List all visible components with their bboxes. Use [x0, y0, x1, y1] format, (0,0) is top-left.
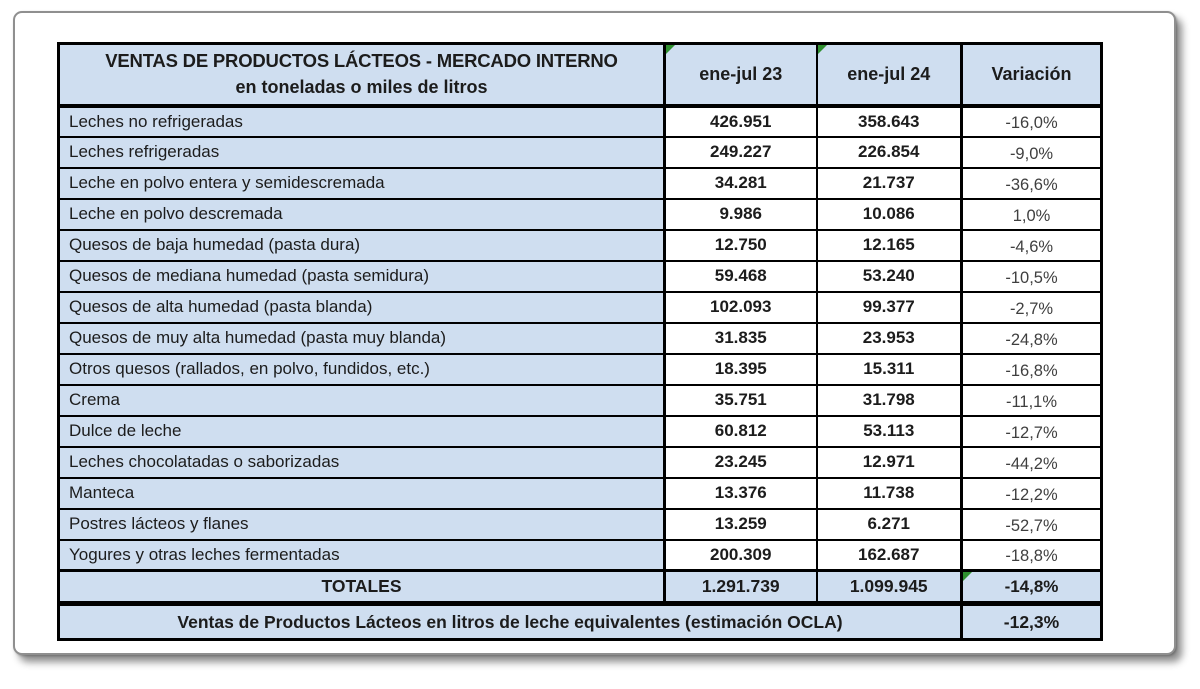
value-ene-jul-24-cell: 12.165: [817, 230, 962, 261]
variation-cell: -36,6%: [962, 168, 1102, 199]
cell-corner-flag-icon: [963, 572, 972, 581]
totals-variation-value: -14,8%: [1004, 576, 1059, 596]
product-name-cell: Leche en polvo descremada: [59, 199, 665, 230]
equivalent-litres-variation-cell: -12,3%: [962, 604, 1102, 640]
product-row: [59, 416, 1102, 447]
column-header-label: Variación: [991, 63, 1072, 84]
variation-cell: -24,8%: [962, 323, 1102, 354]
value-ene-jul-23-cell: 13.376: [665, 478, 817, 509]
product-row: [59, 137, 1102, 168]
value-ene-jul-24-cell: 31.798: [817, 385, 962, 416]
value-ene-jul-24-cell: 53.113: [817, 416, 962, 447]
value-ene-jul-24-cell: 21.737: [817, 168, 962, 199]
variation-cell: -44,2%: [962, 447, 1102, 478]
product-name-cell: Postres lácteos y flanes: [59, 509, 665, 540]
value-ene-jul-23-cell: 34.281: [665, 168, 817, 199]
variation-cell: -16,0%: [962, 106, 1102, 137]
value-ene-jul-24-cell: 12.971: [817, 447, 962, 478]
equivalent-litres-row: [59, 604, 1102, 640]
column-header-label: ene-jul 23: [699, 63, 783, 84]
product-row: [59, 230, 1102, 261]
product-row: [59, 385, 1102, 416]
value-ene-jul-23-cell: 13.259: [665, 509, 817, 540]
value-ene-jul-23-cell: 60.812: [665, 416, 817, 447]
equivalent-litres-label-cell: Ventas de Productos Lácteos en litros de leche equivalentes (estimación OCLA): [59, 604, 962, 640]
variation-cell: -11,1%: [962, 385, 1102, 416]
product-name-cell: Leches no refrigeradas: [59, 106, 665, 137]
variation-cell: 1,0%: [962, 199, 1102, 230]
product-row: [59, 354, 1102, 385]
cell-corner-flag-icon: [818, 45, 827, 54]
table-title-line1: VENTAS DE PRODUCTOS LÁCTEOS - MERCADO INTERNO: [105, 50, 618, 72]
column-header-label: ene-jul 24: [847, 63, 931, 84]
column-header-ene-jul-23: [665, 44, 817, 106]
value-ene-jul-24-cell: 99.377: [817, 292, 962, 323]
column-header-ene-jul-24: [817, 44, 962, 106]
value-ene-jul-24-cell: 53.240: [817, 261, 962, 292]
value-ene-jul-23-cell: 59.468: [665, 261, 817, 292]
product-row: [59, 447, 1102, 478]
value-ene-jul-23-cell: 9.986: [665, 199, 817, 230]
product-row: [59, 292, 1102, 323]
value-ene-jul-24-cell: 226.854: [817, 137, 962, 168]
variation-cell: -52,7%: [962, 509, 1102, 540]
variation-cell: -9,0%: [962, 137, 1102, 168]
product-row: [59, 323, 1102, 354]
product-name-cell: Crema: [59, 385, 665, 416]
product-name-cell: Leches refrigeradas: [59, 137, 665, 168]
variation-cell: -4,6%: [962, 230, 1102, 261]
column-header-variacion: [962, 44, 1102, 106]
value-ene-jul-23-cell: 23.245: [665, 447, 817, 478]
value-ene-jul-24-cell: 6.271: [817, 509, 962, 540]
value-ene-jul-23-cell: 426.951: [665, 106, 817, 137]
totals-value-24-cell: 1.099.945: [817, 571, 962, 604]
product-row: [59, 106, 1102, 137]
product-row: [59, 509, 1102, 540]
value-ene-jul-23-cell: 102.093: [665, 292, 817, 323]
variation-cell: -2,7%: [962, 292, 1102, 323]
value-ene-jul-24-cell: 358.643: [817, 106, 962, 137]
product-row: [59, 261, 1102, 292]
product-rows: [59, 106, 1102, 571]
framed-sheet: [13, 11, 1176, 655]
value-ene-jul-24-cell: 162.687: [817, 540, 962, 571]
totals-value-23-cell: 1.291.739: [665, 571, 817, 604]
totals-label-cell: TOTALES: [59, 571, 665, 604]
totals-variation-cell: [962, 571, 1102, 604]
value-ene-jul-24-cell: 11.738: [817, 478, 962, 509]
value-ene-jul-23-cell: 35.751: [665, 385, 817, 416]
value-ene-jul-23-cell: 200.309: [665, 540, 817, 571]
product-row: [59, 540, 1102, 571]
product-row: [59, 199, 1102, 230]
product-name-cell: Quesos de alta humedad (pasta blanda): [59, 292, 665, 323]
table-title-cell: [59, 44, 665, 106]
product-name-cell: Leche en polvo entera y semidescremada: [59, 168, 665, 199]
product-name-cell: Leches chocolatadas o saborizadas: [59, 447, 665, 478]
value-ene-jul-24-cell: 10.086: [817, 199, 962, 230]
product-name-cell: Quesos de muy alta humedad (pasta muy blanda): [59, 323, 665, 354]
product-name-cell: Otros quesos (rallados, en polvo, fundidos, etc.): [59, 354, 665, 385]
variation-cell: -16,8%: [962, 354, 1102, 385]
product-row: [59, 478, 1102, 509]
product-name-cell: Dulce de leche: [59, 416, 665, 447]
header-row: [59, 44, 1102, 106]
value-ene-jul-23-cell: 18.395: [665, 354, 817, 385]
totals-row: [59, 571, 1102, 604]
value-ene-jul-24-cell: 15.311: [817, 354, 962, 385]
variation-cell: -12,7%: [962, 416, 1102, 447]
variation-cell: -10,5%: [962, 261, 1102, 292]
product-row: [59, 168, 1102, 199]
cell-corner-flag-icon: [666, 45, 675, 54]
product-name-cell: Quesos de baja humedad (pasta dura): [59, 230, 665, 261]
product-name-cell: Yogures y otras leches fermentadas: [59, 540, 665, 571]
product-name-cell: Manteca: [59, 478, 665, 509]
dairy-sales-table: [57, 42, 1103, 641]
value-ene-jul-23-cell: 31.835: [665, 323, 817, 354]
product-name-cell: Quesos de mediana humedad (pasta semidura): [59, 261, 665, 292]
table-title-line2: en toneladas o miles de litros: [235, 77, 488, 98]
value-ene-jul-24-cell: 23.953: [817, 323, 962, 354]
variation-cell: -12,2%: [962, 478, 1102, 509]
value-ene-jul-23-cell: 12.750: [665, 230, 817, 261]
value-ene-jul-23-cell: 249.227: [665, 137, 817, 168]
variation-cell: -18,8%: [962, 540, 1102, 571]
